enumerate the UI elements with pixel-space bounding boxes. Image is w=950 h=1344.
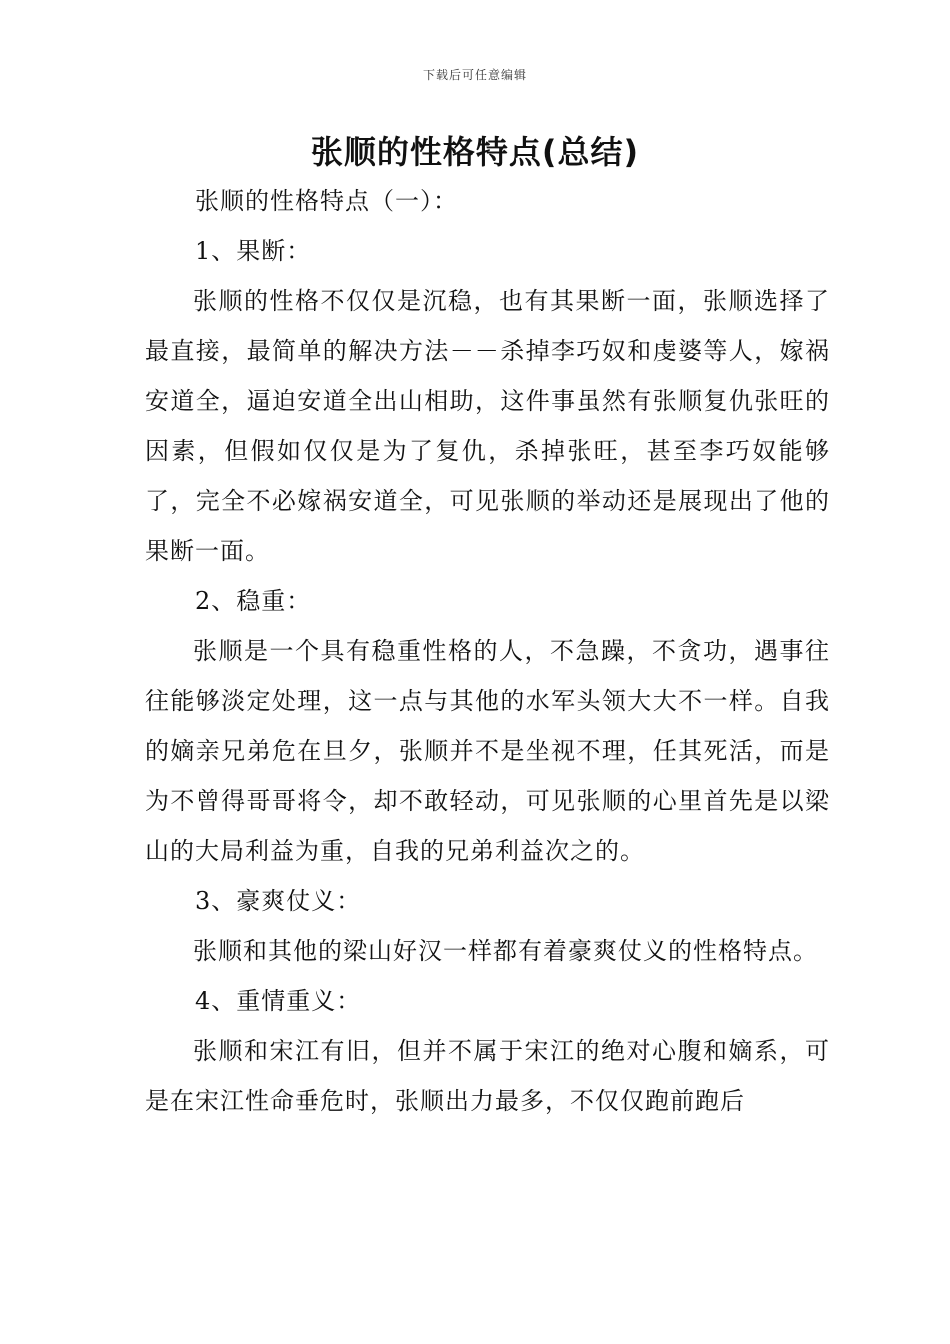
- section-paragraph: 张顺和宋江有旧，但并不属于宋江的绝对心腹和嫡系，可是在宋江性命垂危时，张顺出力最多，不仅仅跑前跑后: [145, 1037, 830, 1115]
- document-body: [145, 176, 830, 1126]
- header-note: 下载后可任意编辑: [422, 68, 527, 82]
- section-paragraph: 张顺和其他的梁山好汉一样都有着豪爽仗义的性格特点。: [193, 937, 818, 965]
- section-heading: 4、重情重义：: [195, 987, 362, 1015]
- section-heading: 3、豪爽仗义：: [195, 887, 362, 915]
- document-subtitle: 张顺的性格特点（一）：: [195, 187, 458, 215]
- section-heading: 1、果断：: [195, 237, 312, 265]
- section-paragraph: 张顺是一个具有稳重性格的人，不急躁，不贪功，遇事往往能够淡定处理，这一点与其他的水军头领大大不一样。自我的嫡亲兄弟危在旦夕，张顺并不是坐视不理，任其死活，而是为不曾得哥哥将令，却不敢轻动，可见张顺的心里首先是以梁山的大局利益为重，自我的兄弟利益次之的。: [145, 637, 830, 865]
- document-title: 张顺的性格特点(总结): [310, 133, 640, 171]
- section-heading: 2、稳重：: [195, 587, 312, 615]
- section-paragraph: 张顺的性格不仅仅是沉稳，也有其果断一面，张顺选择了最直接，最简单的解决方法－－杀掉李巧奴和虔婆等人，嫁祸安道全，逼迫安道全出山相助，这件事虽然有张顺复仇张旺的因素，但假如仅仅是为了复仇，杀掉张旺，甚至李巧奴能够了，完全不必嫁祸安道全，可见张顺的举动还是展现出了他的果断一面。: [145, 287, 830, 565]
